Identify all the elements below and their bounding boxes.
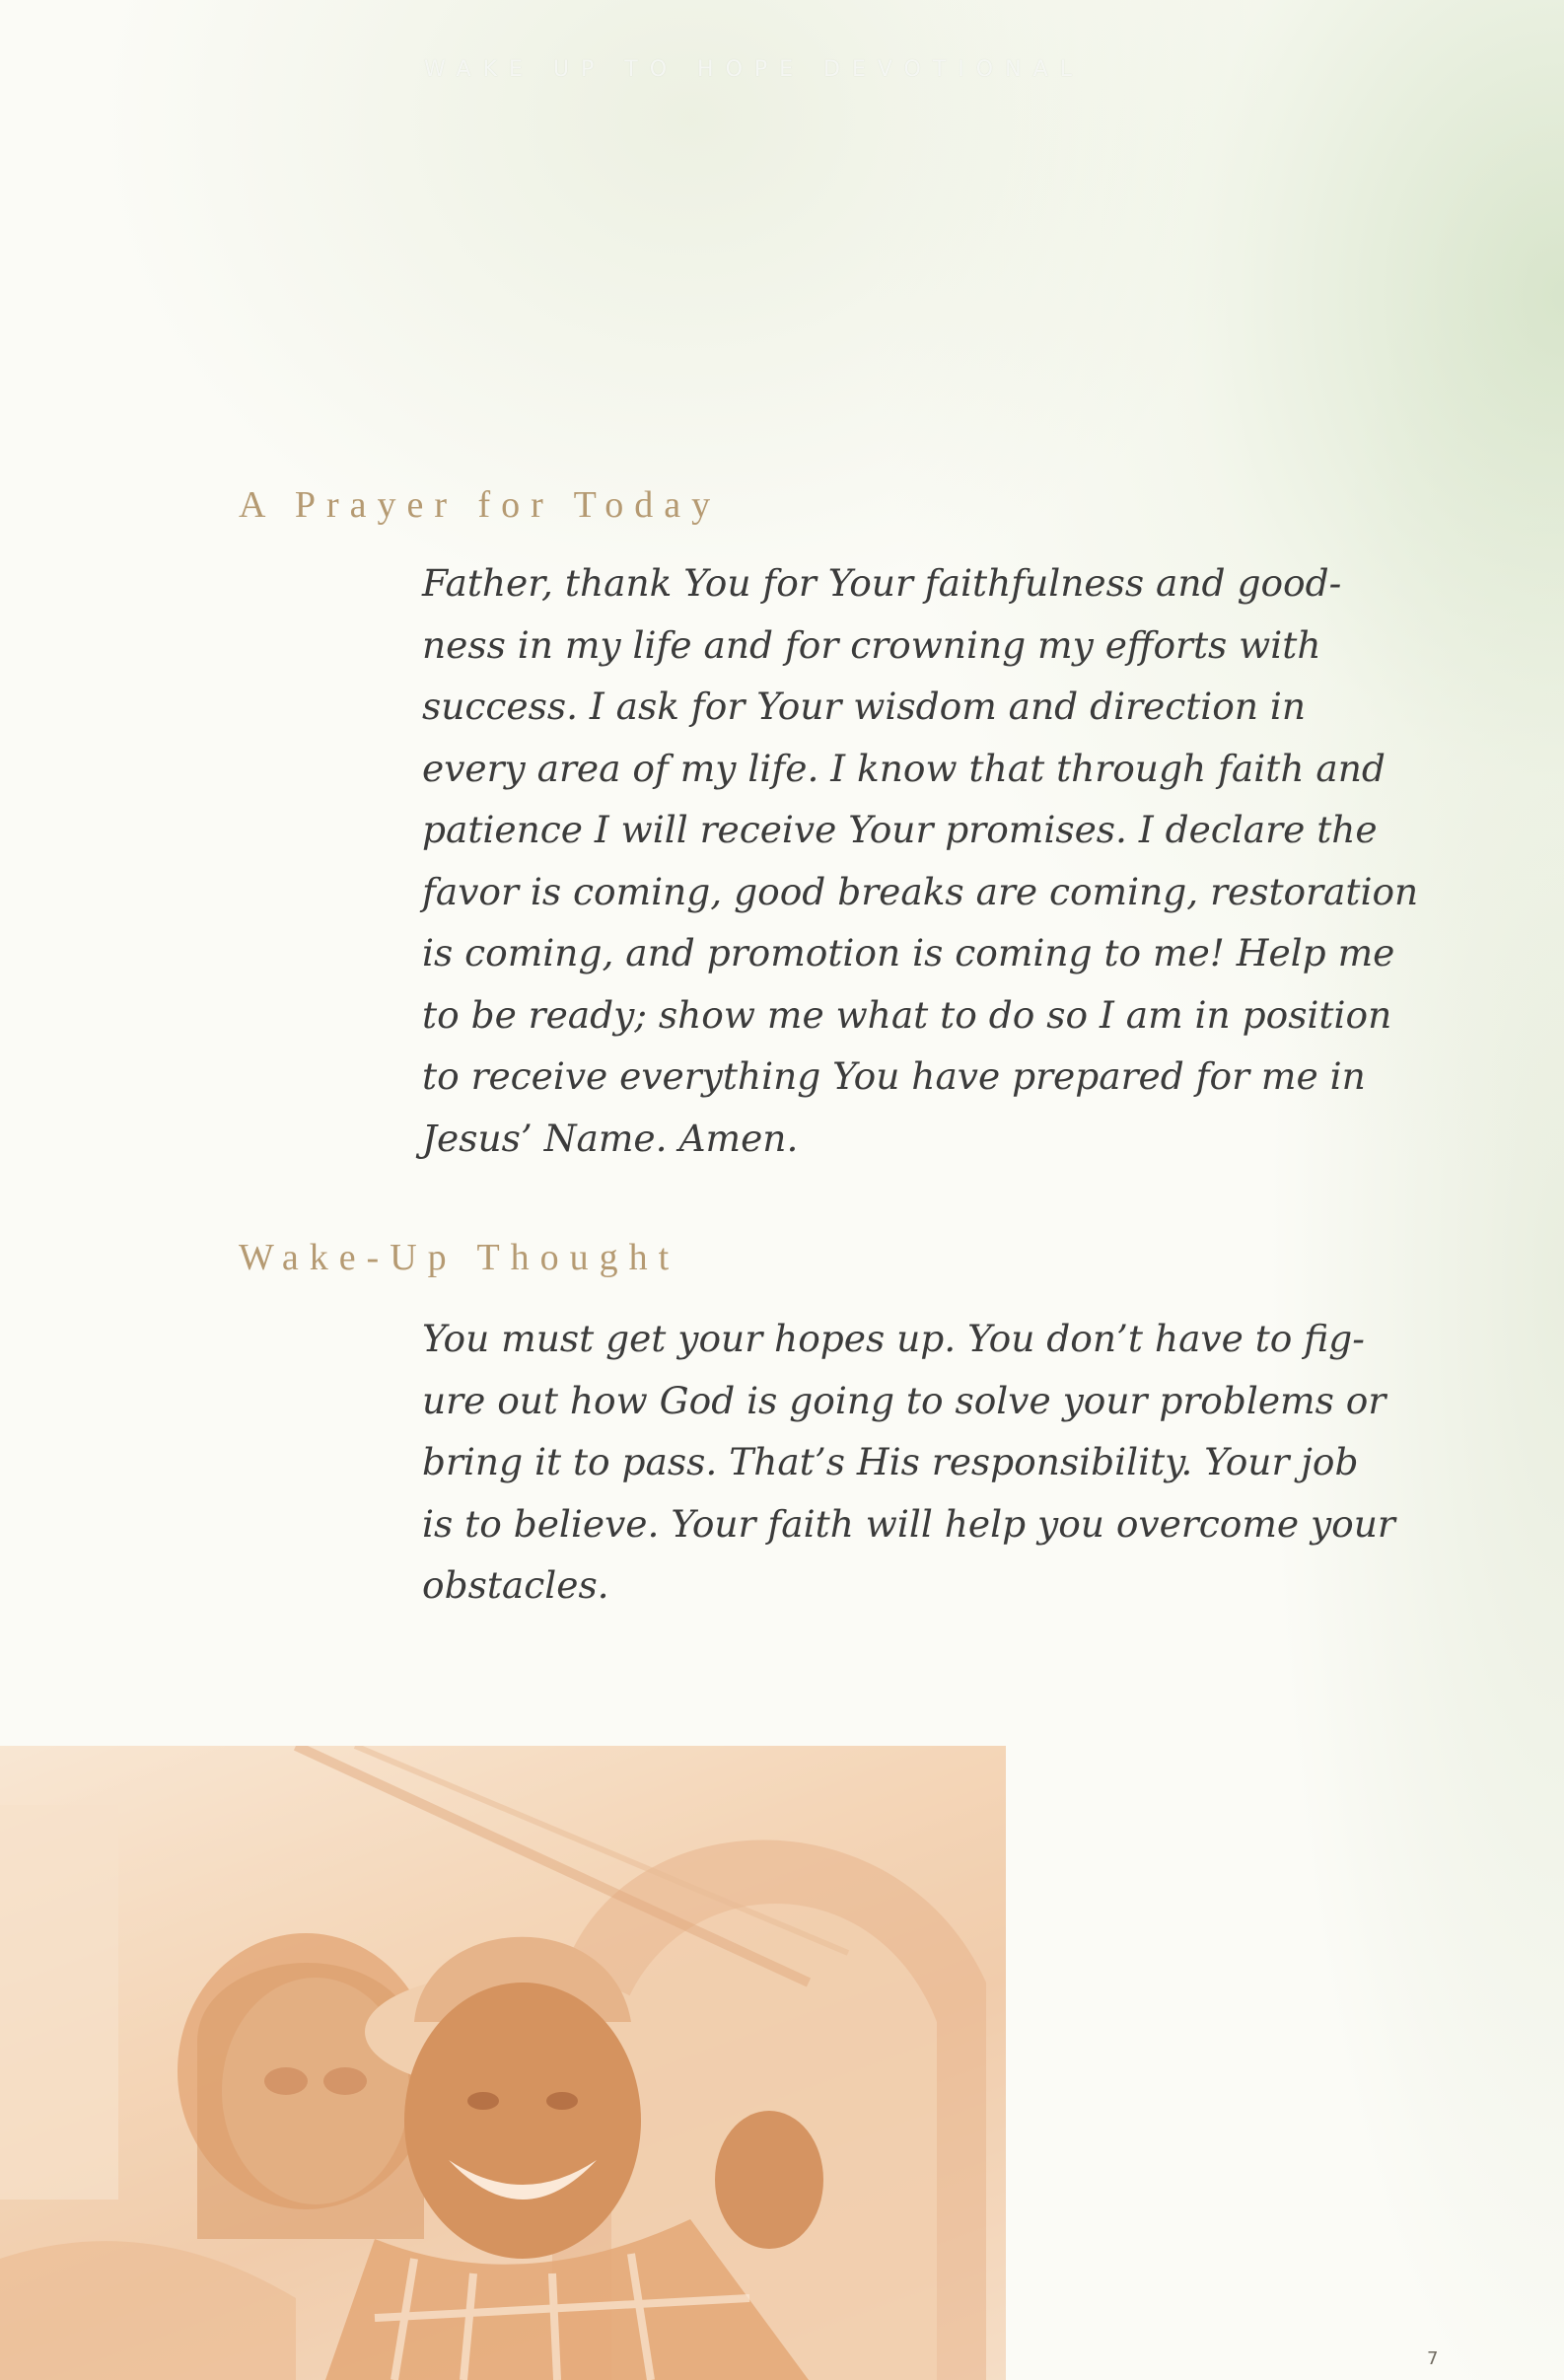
faded-show-through-title <box>513 212 1361 281</box>
prayer-line: every area of my life. I know that through faith and <box>422 746 1386 790</box>
page-number: 7 <box>1427 2348 1439 2369</box>
running-head: WAKE UP TO HOPE DEVOTIONAL <box>424 57 1084 82</box>
prayer-line: Father, thank You for Your faithfulness and good- <box>422 561 1342 605</box>
thought-line: is to believe. Your faith will help you overcome your <box>422 1501 1395 1546</box>
prayer-line: is coming, and promotion is coming to me! Help me <box>422 931 1395 974</box>
thought-line: bring it to pass. That’s His responsibility. Your job <box>422 1440 1359 1483</box>
thought-line: You must get your hopes up. You don’t have to fig- <box>422 1317 1365 1360</box>
prayer-line: success. I ask for Your wisdom and direction in <box>422 685 1307 728</box>
prayer-line: favor is coming, good breaks are coming, restoration <box>422 869 1419 913</box>
prayer-line: to be ready; show me what to do so I am in position <box>422 992 1392 1037</box>
couple-photo <box>0 1746 1006 2380</box>
thought-line: ure out how God is going to solve your problems or <box>422 1378 1386 1422</box>
thought-line: obstacles. <box>422 1563 609 1607</box>
prayer-line: ness in my life and for crowning my efforts with <box>422 622 1321 667</box>
prayer-heading: A Prayer for Today <box>239 484 722 526</box>
couple-photo-illustration <box>0 1746 1006 2380</box>
prayer-text <box>422 552 1419 1169</box>
wake-up-thought-heading: Wake-Up Thought <box>239 1237 680 1278</box>
prayer-line: to receive everything You have prepared for me in <box>422 1054 1366 1098</box>
prayer-line: Jesus’ Name. Amen. <box>422 1116 799 1160</box>
prayer-line: patience I will receive Your promises. I declare the <box>422 808 1378 851</box>
wake-up-thought-text <box>422 1308 1408 1617</box>
